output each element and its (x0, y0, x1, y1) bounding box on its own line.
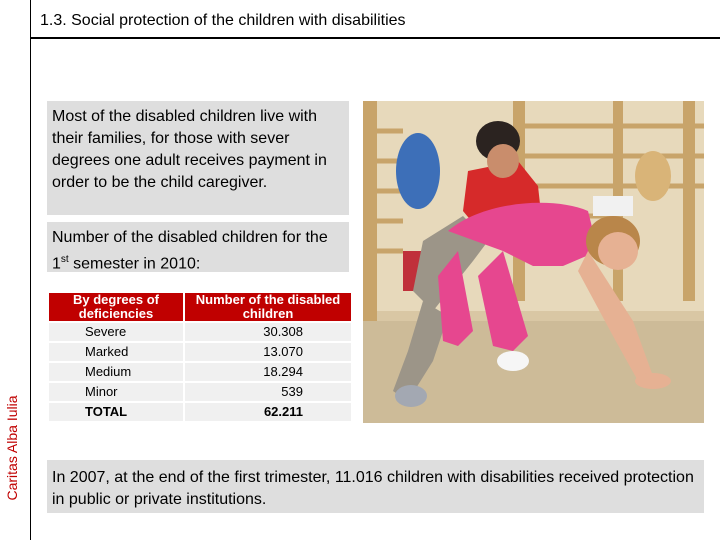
row-count: 539 (185, 383, 351, 401)
title-divider (30, 37, 720, 39)
disability-stats-table (47, 291, 353, 423)
row-count: 30.308 (185, 323, 351, 341)
table-row (49, 323, 351, 341)
count-intro-suffix: semester in 2010: (68, 255, 201, 273)
row-count: 13.070 (185, 343, 351, 361)
row-count: 18.294 (185, 363, 351, 381)
table-header-row (49, 293, 351, 321)
total-label: TOTAL (49, 403, 183, 421)
row-category: Minor (49, 383, 183, 401)
therapy-photo (363, 101, 704, 423)
row-category: Marked (49, 343, 183, 361)
count-intro-superscript: st (60, 254, 69, 265)
header-degree: By degrees of deficiencies (49, 293, 183, 321)
institutions-paragraph: In 2007, at the end of the first trimester, 11.016 children with disabilities received protection in public or private institutions. (52, 469, 694, 508)
table-row (49, 383, 351, 401)
table-row (49, 343, 351, 361)
total-count: 62.211 (185, 403, 351, 421)
organization-label: Caritas Alba Iulia (4, 395, 20, 501)
therapy-photo-illustration (363, 101, 704, 423)
table-row (49, 363, 351, 381)
table-total-row (49, 403, 351, 421)
families-paragraph: Most of the disabled children live with their families, for those with sever degrees one adult receives payment in order to be the child caregiver. (52, 108, 327, 191)
row-category: Medium (49, 363, 183, 381)
slide-title: 1.3. Social protection of the children with disabilities (40, 12, 406, 29)
count-intro-prefix: Number of the disabled children for the 1 (52, 229, 328, 273)
header-count: Number of the disabled children (185, 293, 351, 321)
count-intro-paragraph (52, 227, 347, 275)
row-category: Severe (49, 323, 183, 341)
left-sidebar-bar (0, 0, 31, 540)
